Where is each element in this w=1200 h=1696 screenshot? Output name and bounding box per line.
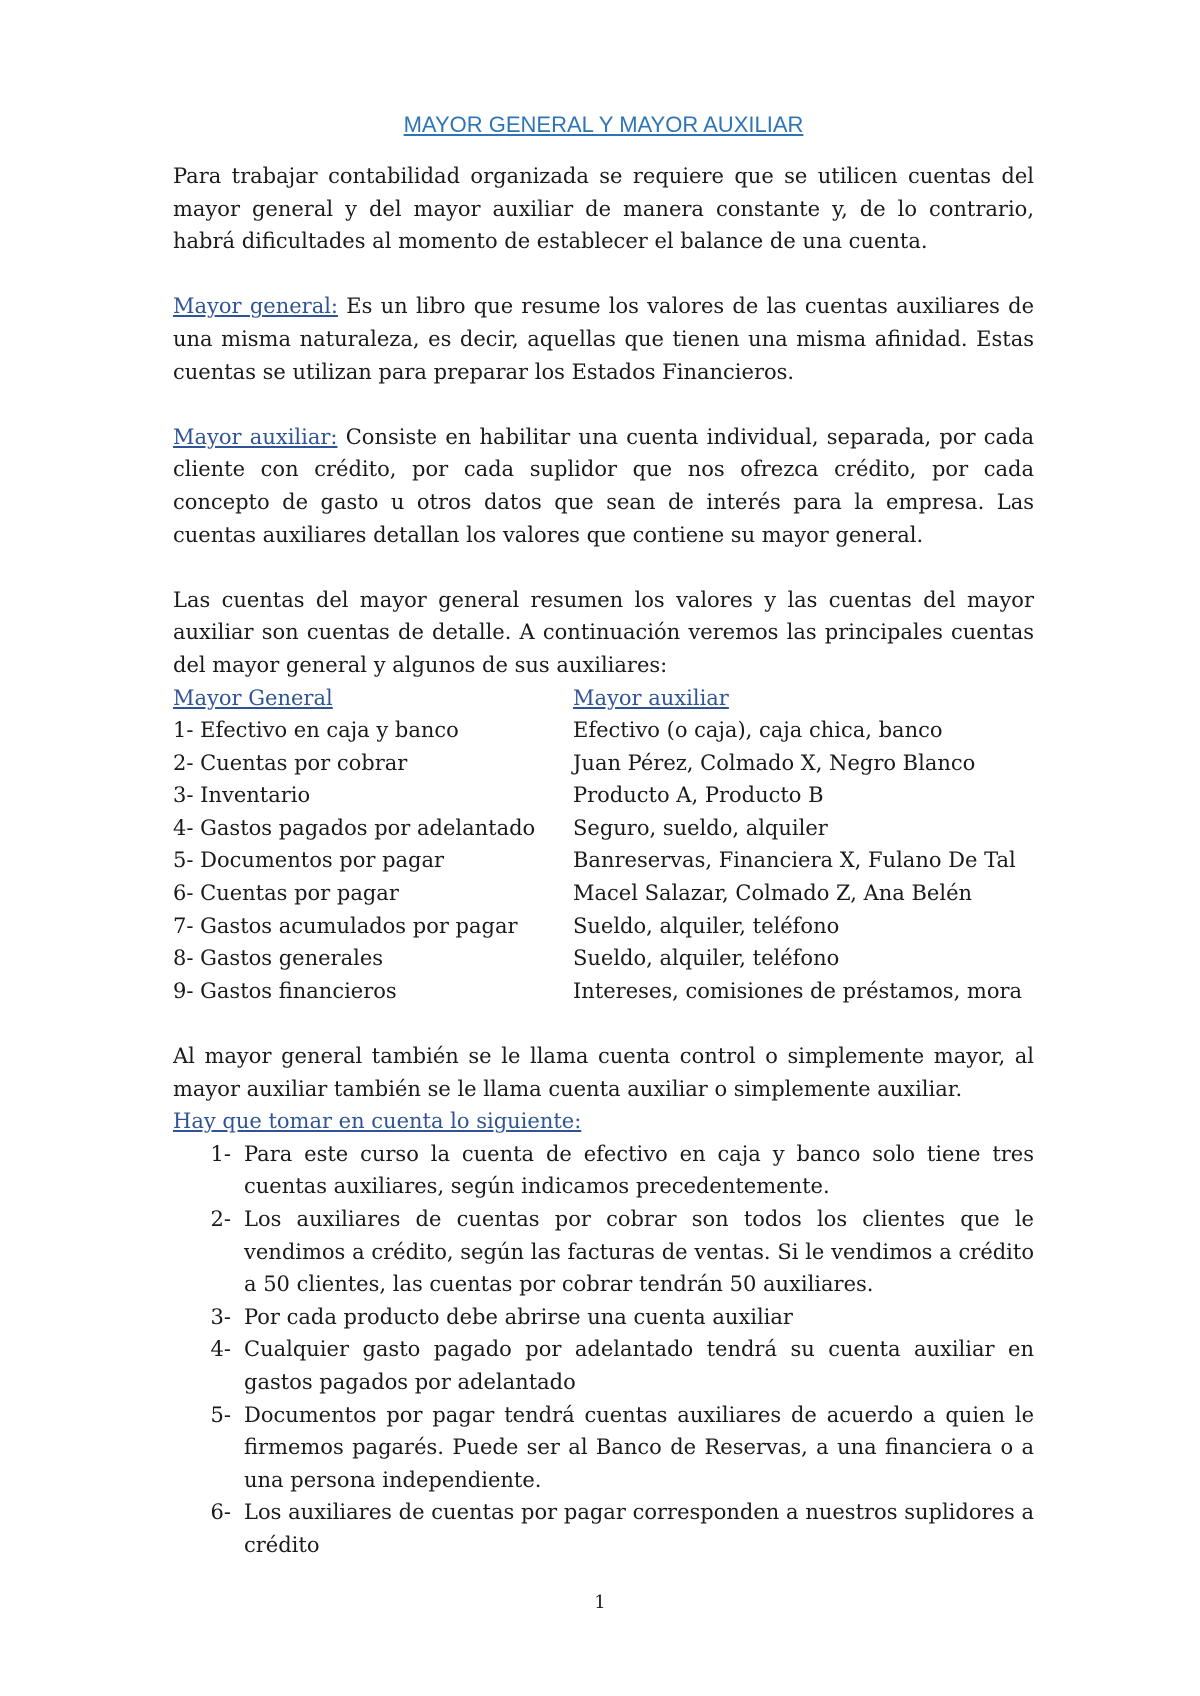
- list-item: [173, 1333, 1034, 1398]
- notes-heading: [173, 1105, 1034, 1138]
- item-text: Para este curso la cuenta de efectivo en caja y banco solo tiene tres cuentas auxiliares, según indicamos precedentemente.: [244, 1141, 1034, 1199]
- list-item: [173, 1203, 1034, 1301]
- mayor-auxiliar-label: Mayor auxiliar:: [173, 424, 338, 449]
- item-number: 1-: [210, 1141, 231, 1166]
- list-item: [173, 1301, 1034, 1334]
- table-row: [173, 747, 1034, 780]
- item-text: Por cada producto debe abrirse una cuenta auxiliar: [244, 1304, 793, 1329]
- item-text: Documentos por pagar tendrá cuentas auxiliares de acuerdo a quien le firmemos pagarés. Puede ser al Banco de Reservas, a una financiera o a una persona independiente.: [244, 1402, 1034, 1492]
- auxiliary-accounts: Seguro, sueldo, alquiler: [573, 815, 828, 840]
- mayor-general-label: Mayor general:: [173, 294, 339, 319]
- auxiliary-accounts: Juan Pérez, Colmado X, Negro Blanco: [573, 750, 976, 775]
- auxiliary-accounts: Banreservas, Financiera X, Fulano De Tal: [573, 848, 1016, 873]
- table-row: [173, 779, 1034, 812]
- general-account: 5- Documentos por pagar: [173, 848, 445, 873]
- item-text: Cualquier gasto pagado por adelantado tendrá su cuenta auxiliar en gastos pagados por adelantado: [244, 1337, 1034, 1394]
- auxiliary-accounts: Producto A, Producto B: [573, 783, 824, 808]
- auxiliary-accounts: Intereses, comisiones de préstamos, mora: [573, 978, 1023, 1003]
- table-row: [173, 942, 1034, 975]
- item-text: Los auxiliares de cuentas por pagar corresponden a nuestros suplidores a crédito: [244, 1500, 1034, 1557]
- mayor-auxiliar-paragraph: [173, 421, 1034, 551]
- auxiliary-accounts: Macel Salazar, Colmado Z, Ana Belén: [573, 881, 973, 906]
- page-content: [173, 110, 1034, 1562]
- table-row: [173, 812, 1034, 845]
- intro-paragraph: Para trabajar contabilidad organizada se requiere que se utilicen cuentas del mayor general y del mayor auxiliar de manera constante y, de lo contrario, habrá dificultades al momento de establecer el balance de una cuenta.: [173, 164, 1034, 254]
- table-row: [173, 910, 1034, 943]
- general-account: 8- Gastos generales: [173, 946, 384, 971]
- general-account: 7- Gastos acumulados por pagar: [173, 913, 518, 938]
- general-account: 1- Efectivo en caja y banco: [173, 718, 459, 743]
- control-paragraph: Al mayor general también se le llama cuenta control o simplemente mayor, al mayor auxiliar también se le llama cuenta auxiliar o simplemente auxiliar.: [173, 1044, 1034, 1101]
- auxiliary-accounts: Sueldo, alquiler, teléfono: [573, 946, 840, 971]
- table-row: [173, 844, 1034, 877]
- auxiliary-accounts: Efectivo (o caja), caja chica, banco: [573, 718, 943, 743]
- list-item: [173, 1496, 1034, 1561]
- list-item: [173, 1138, 1034, 1203]
- general-account: 6- Cuentas por pagar: [173, 881, 399, 906]
- page-number: 1: [594, 1592, 606, 1613]
- general-account: 2- Cuentas por cobrar: [173, 750, 408, 775]
- general-account: 9- Gastos financieros: [173, 978, 397, 1003]
- general-account: 4- Gastos pagados por adelantado: [173, 815, 536, 840]
- notes-list: [173, 1138, 1034, 1562]
- item-number: 2-: [210, 1207, 231, 1231]
- document-title: MAYOR GENERAL Y MAYOR AUXILIAR: [403, 112, 804, 137]
- summary-paragraph: Las cuentas del mayor general resumen los valores y las cuentas del mayor auxiliar son cuentas de detalle. A continuación veremos las principales cuentas del mayor general y algunos de sus auxiliares:: [173, 587, 1034, 677]
- item-text: Los auxiliares de cuentas por cobrar son todos los clientes que le vendimos a crédito, según las facturas de ventas. Si le vendimos a crédito a 50 clientes, las cuentas por cobrar tendrán 50 auxiliares.: [244, 1207, 1034, 1297]
- item-number: 5-: [210, 1402, 231, 1427]
- header-mayor-auxiliar: Mayor auxiliar: [573, 685, 729, 710]
- mayor-auxiliar-text: Consiste en habilitar una cuenta individual, separada, por cada cliente con crédito, por cada suplidor que nos ofrezca crédito, por cada concepto de gasto u otros datos que sean de interés para la empresa. Las cuentas auxiliares detallan los valores que contiene su mayor general.: [173, 424, 1034, 547]
- header-mayor-general: Mayor General: [173, 685, 333, 710]
- item-number: 4-: [210, 1337, 231, 1362]
- general-account: 3- Inventario: [173, 783, 311, 808]
- auxiliary-accounts: Sueldo, alquiler, teléfono: [573, 913, 840, 938]
- item-number: 3-: [210, 1304, 231, 1329]
- mayor-general-text: Es un libro que resume los valores de las cuentas auxiliares de una misma naturaleza, es decir, aquellas que tienen una misma afinidad. Estas cuentas se utilizan para preparar los Estados Financieros.: [173, 294, 1034, 384]
- spacer: [173, 1007, 1034, 1040]
- mayor-general-paragraph: [173, 290, 1034, 388]
- accounts-table: [173, 682, 1034, 1008]
- list-item: [173, 1399, 1034, 1497]
- table-header-row: [173, 682, 1034, 715]
- notes-heading-label: Hay que tomar en cuenta lo siguiente:: [173, 1109, 582, 1134]
- table-row: [173, 714, 1034, 747]
- table-row: [173, 877, 1034, 910]
- table-row: [173, 975, 1034, 1008]
- item-number: 6-: [210, 1500, 231, 1525]
